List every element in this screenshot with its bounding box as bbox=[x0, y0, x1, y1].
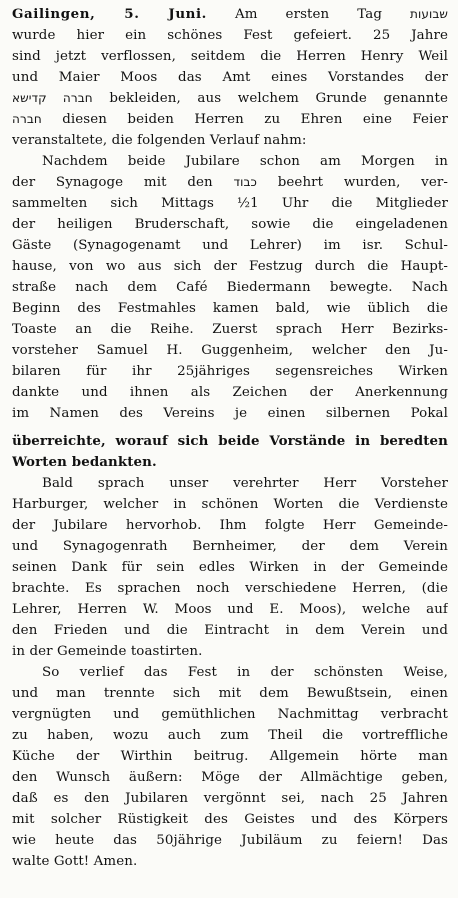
text-segment: der Synagoge mit den bbox=[12, 175, 234, 190]
text-line-10 bbox=[12, 193, 448, 214]
text-segment: walte Gott! Amen. bbox=[12, 854, 138, 869]
text-segment: daß es den Jubilaren vergönnt sei, nach 25 Jahren bbox=[12, 791, 448, 806]
text-segment: seinen Dank für sein edles Wirken in der Gemeinde bbox=[12, 560, 448, 575]
text-line-24 bbox=[12, 494, 448, 515]
text-line-35 bbox=[12, 725, 448, 746]
text-line-20 bbox=[12, 403, 448, 424]
text-line-8 bbox=[42, 151, 448, 172]
text-segment: hause, von wo aus sich der Festzug durch die Haupt- bbox=[12, 259, 448, 274]
hebrew-term: חברה bbox=[12, 112, 42, 126]
text-segment: zu haben, wozu auch zum Theil die vortreffliche bbox=[12, 728, 448, 743]
text-segment: straße nach dem Café Biedermann bewegte. Nach bbox=[12, 280, 448, 295]
text-segment: brachte. Es sprachen noch verschiedene Herren, (die bbox=[12, 581, 448, 596]
text-segment: Am ersten Tag bbox=[234, 7, 383, 22]
hebrew-term: כבוד bbox=[233, 175, 257, 189]
text-segment: und Synagogenrath Bernheimer, der dem Verein bbox=[12, 539, 448, 554]
text-segment: vorsteher Samuel H. Guggenheim, welcher den Ju- bbox=[12, 343, 448, 358]
text-segment: bilaren für ihr 25jähriges segensreiches Wirken bbox=[12, 364, 448, 379]
text-line-2 bbox=[12, 25, 448, 46]
text-segment: Toaste an die Reihe. Zuerst sprach Herr Bezirks- bbox=[12, 322, 448, 337]
text-segment: sammelten sich Mittags ½1 Uhr die Mitglieder bbox=[12, 196, 448, 211]
text-segment: der Jubilare hervorhob. Ihm folgte Herr Gemeinde- bbox=[12, 518, 448, 533]
text-line-4 bbox=[12, 67, 448, 88]
text-segment: und man trennte sich mit dem Bewußtsein, einen bbox=[12, 686, 448, 701]
text-segment: den Wunsch äußern: Möge der Allmächtige geben, bbox=[12, 770, 448, 785]
text-segment: wie heute das 50jährige Jubiläum zu feiern! Das bbox=[12, 833, 448, 848]
text-segment: im Namen des Vereins je einen silbernen Pokal bbox=[12, 406, 448, 421]
text-line-7 bbox=[12, 130, 448, 151]
text-line-27 bbox=[12, 557, 448, 578]
text-line-28 bbox=[12, 578, 448, 599]
text-line-34 bbox=[12, 704, 448, 725]
text-line-32 bbox=[42, 662, 448, 683]
hebrew-term: שבועות bbox=[410, 7, 448, 21]
text-line-6 bbox=[12, 109, 448, 130]
text-segment: den Frieden und die Eintracht in dem Verein und bbox=[12, 623, 448, 638]
text-line-38 bbox=[12, 788, 448, 809]
text-line-30 bbox=[12, 620, 448, 641]
text-segment: So verlief das Fest in der schönsten Weise, bbox=[42, 665, 448, 680]
text-line-29 bbox=[12, 599, 448, 620]
text-segment: Lehrer, Herren W. Moos und E. Moos), welche auf bbox=[12, 602, 448, 617]
text-segment: mit solcher Rüstigkeit des Geistes und des Körpers bbox=[12, 812, 448, 827]
text-line-16 bbox=[12, 319, 448, 340]
text-line-21 bbox=[12, 431, 448, 452]
text-line-23 bbox=[42, 473, 448, 494]
text-line-9 bbox=[12, 172, 448, 193]
text-segment: Worten bedankten. bbox=[12, 454, 157, 470]
text-segment: Beginn des Festmahles kamen bald, wie üblich die bbox=[12, 301, 448, 316]
text-line-25 bbox=[12, 515, 448, 536]
text-line-37 bbox=[12, 767, 448, 788]
text-line-31 bbox=[12, 641, 448, 662]
text-line-3 bbox=[12, 46, 448, 67]
text-segment: überreichte, worauf sich beide Vorstände in beredten bbox=[12, 433, 448, 449]
text-line-33 bbox=[12, 683, 448, 704]
text-segment: Bald sprach unser verehrter Herr Vorsteher bbox=[42, 476, 448, 491]
text-segment: dankte und ihnen als Zeichen der Anerkennung bbox=[12, 385, 448, 400]
text-line-22 bbox=[12, 452, 448, 473]
text-line-17 bbox=[12, 340, 448, 361]
text-segment: in der Gemeinde toastirten. bbox=[12, 644, 203, 659]
text-line-11 bbox=[12, 214, 448, 235]
text-line-39 bbox=[12, 809, 448, 830]
text-segment: beehrt wurden, ver- bbox=[257, 175, 448, 190]
text-segment: der heiligen Bruderschaft, sowie die eingeladenen bbox=[12, 217, 448, 232]
text-line-18 bbox=[12, 361, 448, 382]
text-line-12 bbox=[12, 235, 448, 256]
text-line-1 bbox=[12, 4, 448, 25]
text-segment: Gäste (Synagogenamt und Lehrer) im isr. Schul- bbox=[12, 238, 448, 253]
text-segment: und Maier Moos das Amt eines Vorstandes der bbox=[12, 70, 448, 85]
text-segment: diesen beiden Herren zu Ehren eine Feier bbox=[41, 112, 448, 127]
text-segment: sind jetzt verflossen, seitdem die Herren Henry Weil bbox=[12, 49, 448, 64]
dateline: Gailingen, 5. Juni. bbox=[12, 6, 207, 22]
text-line-15 bbox=[12, 298, 448, 319]
text-line-14 bbox=[12, 277, 448, 298]
text-segment: Nachdem beide Jubilare schon am Morgen in bbox=[42, 154, 448, 169]
text-segment: bekleiden, aus welchem Grunde genannte bbox=[92, 91, 448, 106]
text-line-36 bbox=[12, 746, 448, 767]
text-line-41 bbox=[12, 851, 448, 872]
text-segment: veranstaltete, die folgenden Verlauf nahm: bbox=[12, 133, 307, 148]
text-segment: vergnügten und gemüthlichen Nachmittag verbracht bbox=[12, 707, 448, 722]
text-segment: Harburger, welcher in schönen Worten die Verdienste bbox=[12, 497, 448, 512]
text-line-26 bbox=[12, 536, 448, 557]
text-line-5 bbox=[12, 88, 448, 109]
text-segment: wurde hier ein schönes Fest gefeiert. 25 Jahre bbox=[12, 28, 448, 43]
text-line-19 bbox=[12, 382, 448, 403]
text-line-13 bbox=[12, 256, 448, 277]
text-line-40 bbox=[12, 830, 448, 851]
hebrew-term: חברה קדישא bbox=[12, 91, 93, 105]
text-segment: Küche der Wirthin beitrug. Allgemein hörte man bbox=[12, 749, 448, 764]
